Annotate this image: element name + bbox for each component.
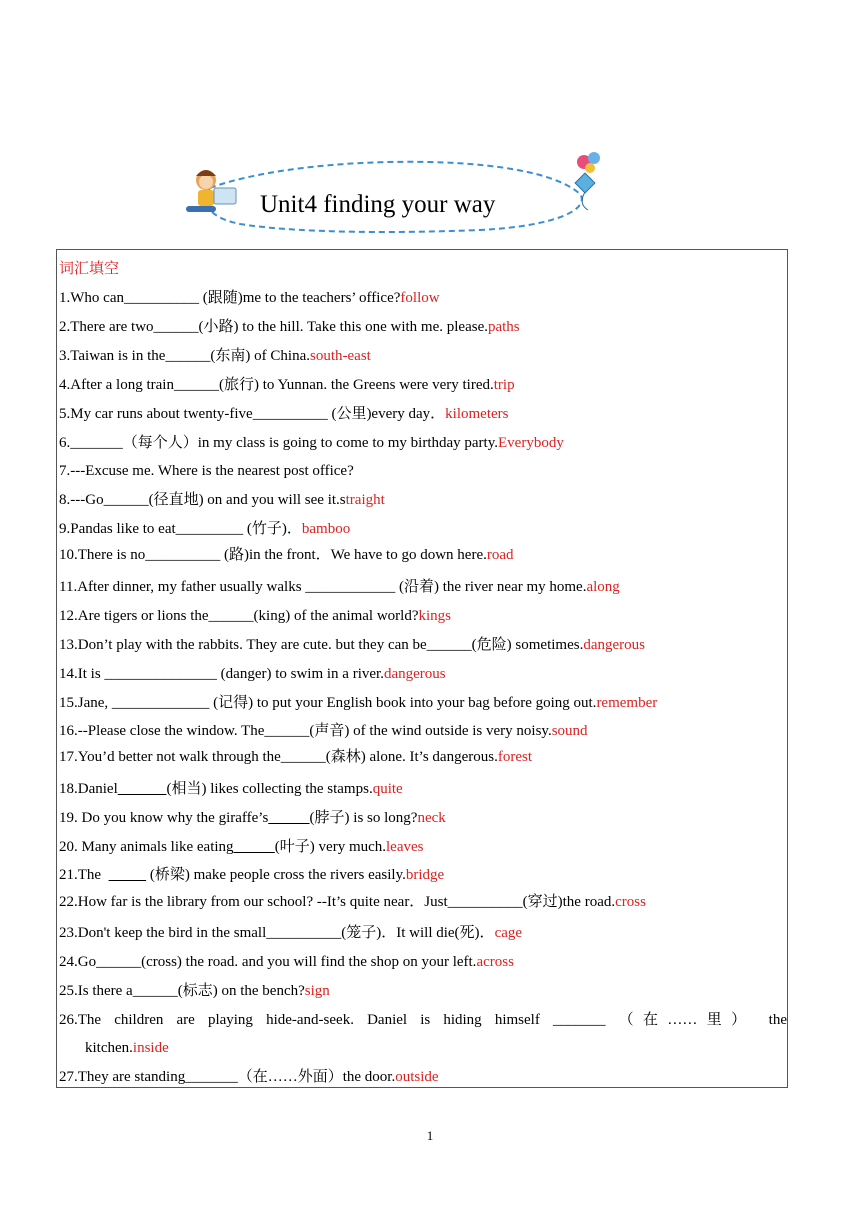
list-item: 24.Go______(cross) the road. and you will find the shop on your left.across [59, 954, 514, 970]
list-item: 4.After a long train______(旅行) to Yunnan. the Greens were very tired.trip [59, 377, 515, 393]
list-item: 9.Pandas like to eat_________ (竹子)．bamboo [59, 521, 351, 537]
list-item: 19. Do you know why the giraffe’s (脖子) is so long?neck [59, 810, 446, 826]
list-item: 5.My car runs about twenty-five__________ (公里)every day．kilometers [59, 406, 509, 422]
list-item: 13.Don’t play with the rabbits. They are cute. but they can be______(危险) sometimes.dangerous [59, 637, 645, 653]
list-item: 6._______（每个人）in my class is going to come to my birthday party.Everybody [59, 435, 564, 451]
list-item: 25.Is there a______(标志) on the bench?sign [59, 983, 330, 999]
list-item: 27.They are standing_______（在……外面）the door.outside [59, 1069, 439, 1085]
title-banner [180, 148, 620, 240]
list-item: 8.---Go______(径直地) on and you will see it.straight [59, 492, 385, 508]
section-heading: 词汇填空 [59, 261, 120, 277]
list-item: 26.The children are playing hide-and-seek. Daniel is hiding himself _______ （在……里） the [59, 1012, 787, 1028]
list-item-continuation: kitchen.inside [85, 1040, 169, 1056]
girl-reading-icon [186, 170, 236, 212]
page-number: 1 [426, 1128, 434, 1143]
list-item: 11.After dinner, my father usually walks ____________ (沿着) the river near my home.along [59, 579, 620, 595]
list-item: 20. Many animals like eating (叶子) very much.leaves [59, 839, 424, 855]
list-item: 1.Who can__________ (跟随)me to the teachers’ office?follow [59, 290, 440, 306]
list-item: 16.--Please close the window. The______(声音) of the wind outside is very noisy.sound [59, 723, 588, 739]
list-item: 22.How far is the library from our school? --It’s quite near．Just__________(穿过)the road.cross [59, 894, 646, 910]
list-item: 7.---Excuse me. Where is the nearest post office? [59, 463, 354, 479]
list-item: 17.You’d better not walk through the______(森林) alone. It’s dangerous.forest [59, 749, 532, 765]
kite-icon [575, 152, 600, 210]
exercise-box [56, 249, 788, 1088]
list-item: 15.Jane, _____________ (记得) to put your English book into your bag before going out.remember [59, 695, 658, 711]
list-item: 21.The (桥梁) make people cross the rivers easily.bridge [59, 867, 445, 883]
list-item: 14.It is _______________ (danger) to swim in a river.dangerous [59, 666, 446, 682]
list-item: 2.There are two______(小路) to the hill. Take this one with me. please.paths [59, 319, 520, 335]
list-item: 23.Don't keep the bird in the small__________(笼子)．It will die(死)．cage [59, 925, 523, 941]
list-item: 3.Taiwan is in the______(东南) of China.south-east [59, 348, 371, 364]
page-title: Unit4 finding your way [260, 191, 496, 218]
list-item: 10.There is no__________ (路)in the front．We have to go down here.road [59, 547, 514, 563]
list-item: 12.Are tigers or lions the______(king) of the animal world?kings [59, 608, 452, 624]
list-item: 18.Daniel (相当) likes collecting the stamps.quite [59, 781, 403, 797]
